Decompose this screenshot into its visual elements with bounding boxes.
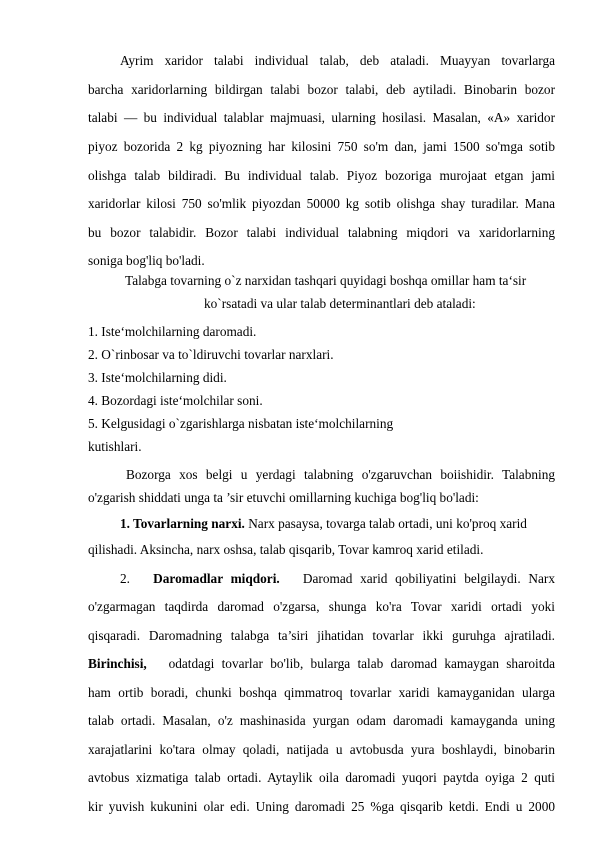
paragraph-5-line-9: kir yuvish kukunini olar edi. Uning daromadi 25 %ga qisqarib ketdi. Endi u 2000 [88,799,555,814]
paragraph-3-line-1: Bozorga xos belgi u yerdagi talabning o'zgaruvchan boiishidir. Talabning [126,467,555,482]
list-item: 1. Iste‘molchilarning daromadi. [88,324,257,339]
paragraph-5-line-1 [88,569,555,589]
paragraph-5-line-8: avtobus xizmatiga talab ortadi. Aytaylik oila daromadi yuqori paytda oyiga 2 quti [88,770,555,785]
paragraph-4-line-2: qilishadi. Aksincha, narx oshsa, talab qisqarib, Tovar kamroq xarid etiladi. [88,542,484,557]
paragraph-5-number: 2. [120,571,130,586]
paragraph-1-line-5: olishga talab bildiradi. Bu individual talab. Piyoz bozoriga murojaat etgan jami [88,168,555,183]
paragraph-2-line-1: Talabga tovarning o`z narxidan tashqari quyidagi boshqa omillar ham ta‘sir [125,273,527,288]
paragraph-5-line-7: xarajatlarini ko'tara olmay qoladi, natijada u avtobusda yura boshlaydi, binobarin [88,742,555,757]
list-item: 5. Kelgusidagi o`zgarishlarga nisbatan iste‘molchilarning [88,416,394,431]
paragraph-1-line-8: soniga bog'liq bo'ladi. [88,253,205,268]
paragraph-1-line-2: barcha xaridorlarning bildirgan talabi bozor talabi, deb aytiladi. Binobarin bozor [88,82,555,97]
paragraph-5-line-5: ham ortib boradi, chunki boshqa qimmatroq tovarlar xaridi kamayganidan ularga [88,685,555,700]
list-item-continuation: kutishlari. [88,439,142,454]
paragraph-5-line-3: qisqaradi. Daromadning talabga ta’siri jihatidan tovarlar ikki guruhga ajratiladi. [88,628,555,643]
list-item: 4. Bozordagi iste‘molchilar soni. [88,393,263,408]
paragraph-5-line-2: o'zgarmagan taqdirda daromad o'zgarsa, shunga ko'ra Tovar xaridi ortadi yoki [88,599,555,614]
paragraph-3-line-2: o'zgarish shiddati unga ta ’sir etuvchi omillarning kuchiga bog'liq bo'ladi: [88,490,479,505]
paragraph-5-line-4-text: odatdagi tovarlar bo'lib, bularga talab daromad kamaygan sharoitda [168,656,555,671]
daromadlar-heading: Daromadlar miqdori. [153,571,280,586]
paragraph-5-line-6: talab ortadi. Masalan, o'z mashinasida yurgan odam daromadi kamayganda uning [88,713,555,728]
tovar-narxi-heading: 1. Tovarlarning narxi. [120,516,245,531]
paragraph-1-line-3: talabi — bu individual talablar majmuasi, ularning hosilasi. Masalan, «A» xaridor [88,110,555,125]
paragraph-5-line-1-text: Daromad xarid qobiliyatini belgilaydi. Narx [302,571,555,586]
paragraph-4-line-1 [120,514,527,534]
paragraph-5-line-4 [88,654,555,674]
paragraph-1-line-7: bu bozor talabidir. Bozor talabi individual talabning miqdori va xaridorlarning [88,225,555,240]
list-item: 2. O`rinbosar va to`ldiruvchi tovarlar narxlari. [88,347,334,362]
list-item: 3. Iste‘molchilarning didi. [88,370,227,385]
birinchisi-label: Birinchisi, [88,656,147,671]
paragraph-1-line-6: xaridorlar kilosi 750 so'mlik piyozdan 50000 kg sotib olishga shay turadilar. Mana [88,196,555,211]
paragraph-1-line-4: piyoz bozorida 2 kg piyozning har kilosini 750 so'm dan, jami 1500 so'mga sotib [88,139,555,154]
paragraph-1-line-1: Ayrim xaridor talabi individual talab, deb ataladi. Muayyan tovarlarga [120,53,555,68]
paragraph-2-line-2: ko`rsatadi va ular talab determinantlari deb ataladi: [204,296,476,311]
paragraph-4-line-1-text: Narx pasaysa, tovarga talab ortadi, uni ko'proq xarid [244,516,527,531]
